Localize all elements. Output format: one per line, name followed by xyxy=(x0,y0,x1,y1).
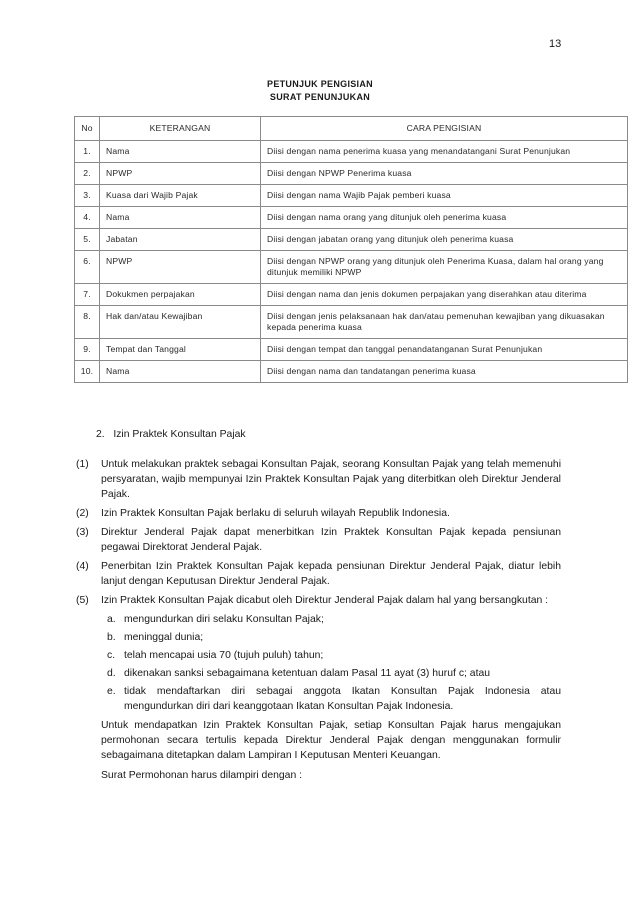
item-number: (1) xyxy=(76,459,89,470)
row-keterangan: NPWP xyxy=(100,251,261,284)
list-item xyxy=(76,559,561,589)
attachment-paragraph: Surat Permohonan harus dilampiri dengan : xyxy=(101,770,303,781)
row-cara: Diisi dengan jenis pelaksanaan hak dan/atau pemenuhan kewajiban yang dikuasakan kepada penerima kuasa xyxy=(261,306,628,339)
item-number: (3) xyxy=(76,527,89,538)
item-number: (4) xyxy=(76,561,89,572)
row-cara: Diisi dengan jabatan orang yang ditunjuk oleh penerima kuasa xyxy=(261,229,628,251)
row-no: 10. xyxy=(75,361,100,383)
sub-item-letter: e. xyxy=(107,686,116,697)
list-item xyxy=(76,457,561,502)
item-text: Penerbitan Izin Praktek Konsultan Pajak kepada pensiunan Direktur Jenderal Pajak, diatur lebih lanjut dengan Keputusan Direktur Jenderal Pajak. xyxy=(101,561,561,587)
section-heading xyxy=(96,429,246,440)
revocation-reasons-list xyxy=(107,612,561,714)
sub-list-item xyxy=(107,612,561,627)
table-row xyxy=(75,339,628,361)
row-keterangan: Tempat dan Tanggal xyxy=(100,339,261,361)
instruction-table xyxy=(74,116,628,383)
sub-list-item xyxy=(107,684,561,714)
row-no: 4. xyxy=(75,207,100,229)
row-keterangan: Jabatan xyxy=(100,229,261,251)
row-keterangan: NPWP xyxy=(100,163,261,185)
sub-item-letter: b. xyxy=(107,632,116,643)
title-line-2: SURAT PENUNJUKAN xyxy=(269,92,371,102)
item-number: (5) xyxy=(76,595,89,606)
sub-list-item xyxy=(107,648,561,663)
row-keterangan: Hak dan/atau Kewajiban xyxy=(100,306,261,339)
row-keterangan: Kuasa dari Wajib Pajak xyxy=(100,185,261,207)
header-keterangan: KETERANGAN xyxy=(100,117,261,141)
row-cara: Diisi dengan nama orang yang ditunjuk oleh penerima kuasa xyxy=(261,207,628,229)
row-keterangan: Nama xyxy=(100,207,261,229)
item-number: (2) xyxy=(76,508,89,519)
row-cara: Diisi dengan NPWP Penerima kuasa xyxy=(261,163,628,185)
row-cara: Diisi dengan nama Wajib Pajak pemberi kuasa xyxy=(261,185,628,207)
sub-item-text: mengundurkan diri selaku Konsultan Pajak; xyxy=(124,614,324,625)
row-no: 2. xyxy=(75,163,100,185)
table-row xyxy=(75,251,628,284)
list-item xyxy=(76,593,561,608)
row-cara: Diisi dengan nama dan tandatangan penerima kuasa xyxy=(261,361,628,383)
row-no: 3. xyxy=(75,185,100,207)
sub-item-text: telah mencapai usia 70 (tujuh puluh) tahun; xyxy=(124,650,324,661)
item-text: Direktur Jenderal Pajak dapat menerbitkan Izin Praktek Konsultan Pajak kepada pensiunan pegawai Direktorat Jenderal Pajak. xyxy=(101,527,561,553)
section-title: Izin Praktek Konsultan Pajak xyxy=(113,429,246,440)
list-item xyxy=(76,525,561,555)
sub-item-letter: d. xyxy=(107,668,116,679)
row-no: 6. xyxy=(75,251,100,284)
sub-item-text: meninggal dunia; xyxy=(124,632,204,643)
header-no: No xyxy=(75,117,100,141)
table-row xyxy=(75,284,628,306)
document-title xyxy=(210,78,430,104)
sub-item-letter: a. xyxy=(107,614,116,625)
sub-item-text: dikenakan sanksi sebagaimana ketentuan dalam Pasal 11 ayat (3) huruf c; atau xyxy=(124,668,491,679)
item-text: Untuk melakukan praktek sebagai Konsultan Pajak, seorang Konsultan Pajak yang telah memenuhi persyaratan, wajib mempunyai Izin Praktek Konsultan Pajak yang diterbitkan oleh Direktur Jenderal Pajak. xyxy=(101,459,561,500)
row-keterangan: Dokukmen perpajakan xyxy=(100,284,261,306)
row-no: 5. xyxy=(75,229,100,251)
row-no: 7. xyxy=(75,284,100,306)
item-text: Izin Praktek Konsultan Pajak dicabut oleh Direktur Jenderal Pajak dalam hal yang bersangkutan : xyxy=(101,595,549,606)
row-no: 8. xyxy=(75,306,100,339)
list-item xyxy=(76,506,561,521)
row-keterangan: Nama xyxy=(100,141,261,163)
section-body xyxy=(76,457,561,788)
sub-list-item xyxy=(107,630,561,645)
header-cara-pengisian: CARA PENGISIAN xyxy=(261,117,628,141)
table-row xyxy=(75,306,628,339)
sub-list-item xyxy=(107,666,561,681)
table-header-row xyxy=(75,117,628,141)
row-cara: Diisi dengan nama penerima kuasa yang menandatangani Surat Penunjukan xyxy=(261,141,628,163)
page-number: 13 xyxy=(549,38,562,50)
row-no: 1. xyxy=(75,141,100,163)
table-row xyxy=(75,361,628,383)
row-cara: Diisi dengan tempat dan tanggal penandatanganan Surat Penunjukan xyxy=(261,339,628,361)
section-number: 2. xyxy=(96,429,105,440)
sub-item-text: tidak mendaftarkan diri sebagai anggota Ikatan Konsultan Pajak Indonesia atau mengundurkan diri dari keanggotaan Ikatan Konsultan Pajak Indonesia. xyxy=(124,686,561,712)
table-row xyxy=(75,185,628,207)
application-paragraph: Untuk mendapatkan Izin Praktek Konsultan Pajak, setiap Konsultan Pajak harus mengajukan permohonan secara tertulis kepada Direktur Jenderal Pajak dengan menggunakan formulir sebagaimana ditetapkan dalam Lampiran I Keputusan Menteri Keuangan. xyxy=(101,720,561,761)
item-text: Izin Praktek Konsultan Pajak berlaku di seluruh wilayah Republik Indonesia. xyxy=(101,508,450,519)
table-row xyxy=(75,229,628,251)
row-keterangan: Nama xyxy=(100,361,261,383)
title-line-1: PETUNJUK PENGISIAN xyxy=(267,79,373,89)
sub-item-letter: c. xyxy=(107,650,116,661)
table-row xyxy=(75,207,628,229)
table-row xyxy=(75,163,628,185)
row-cara: Diisi dengan NPWP orang yang ditunjuk oleh Penerima Kuasa, dalam hal orang yang ditunjuk memiliki NPWP xyxy=(261,251,628,284)
row-no: 9. xyxy=(75,339,100,361)
table-row xyxy=(75,141,628,163)
row-cara: Diisi dengan nama dan jenis dokumen perpajakan yang diserahkan atau diterima xyxy=(261,284,628,306)
